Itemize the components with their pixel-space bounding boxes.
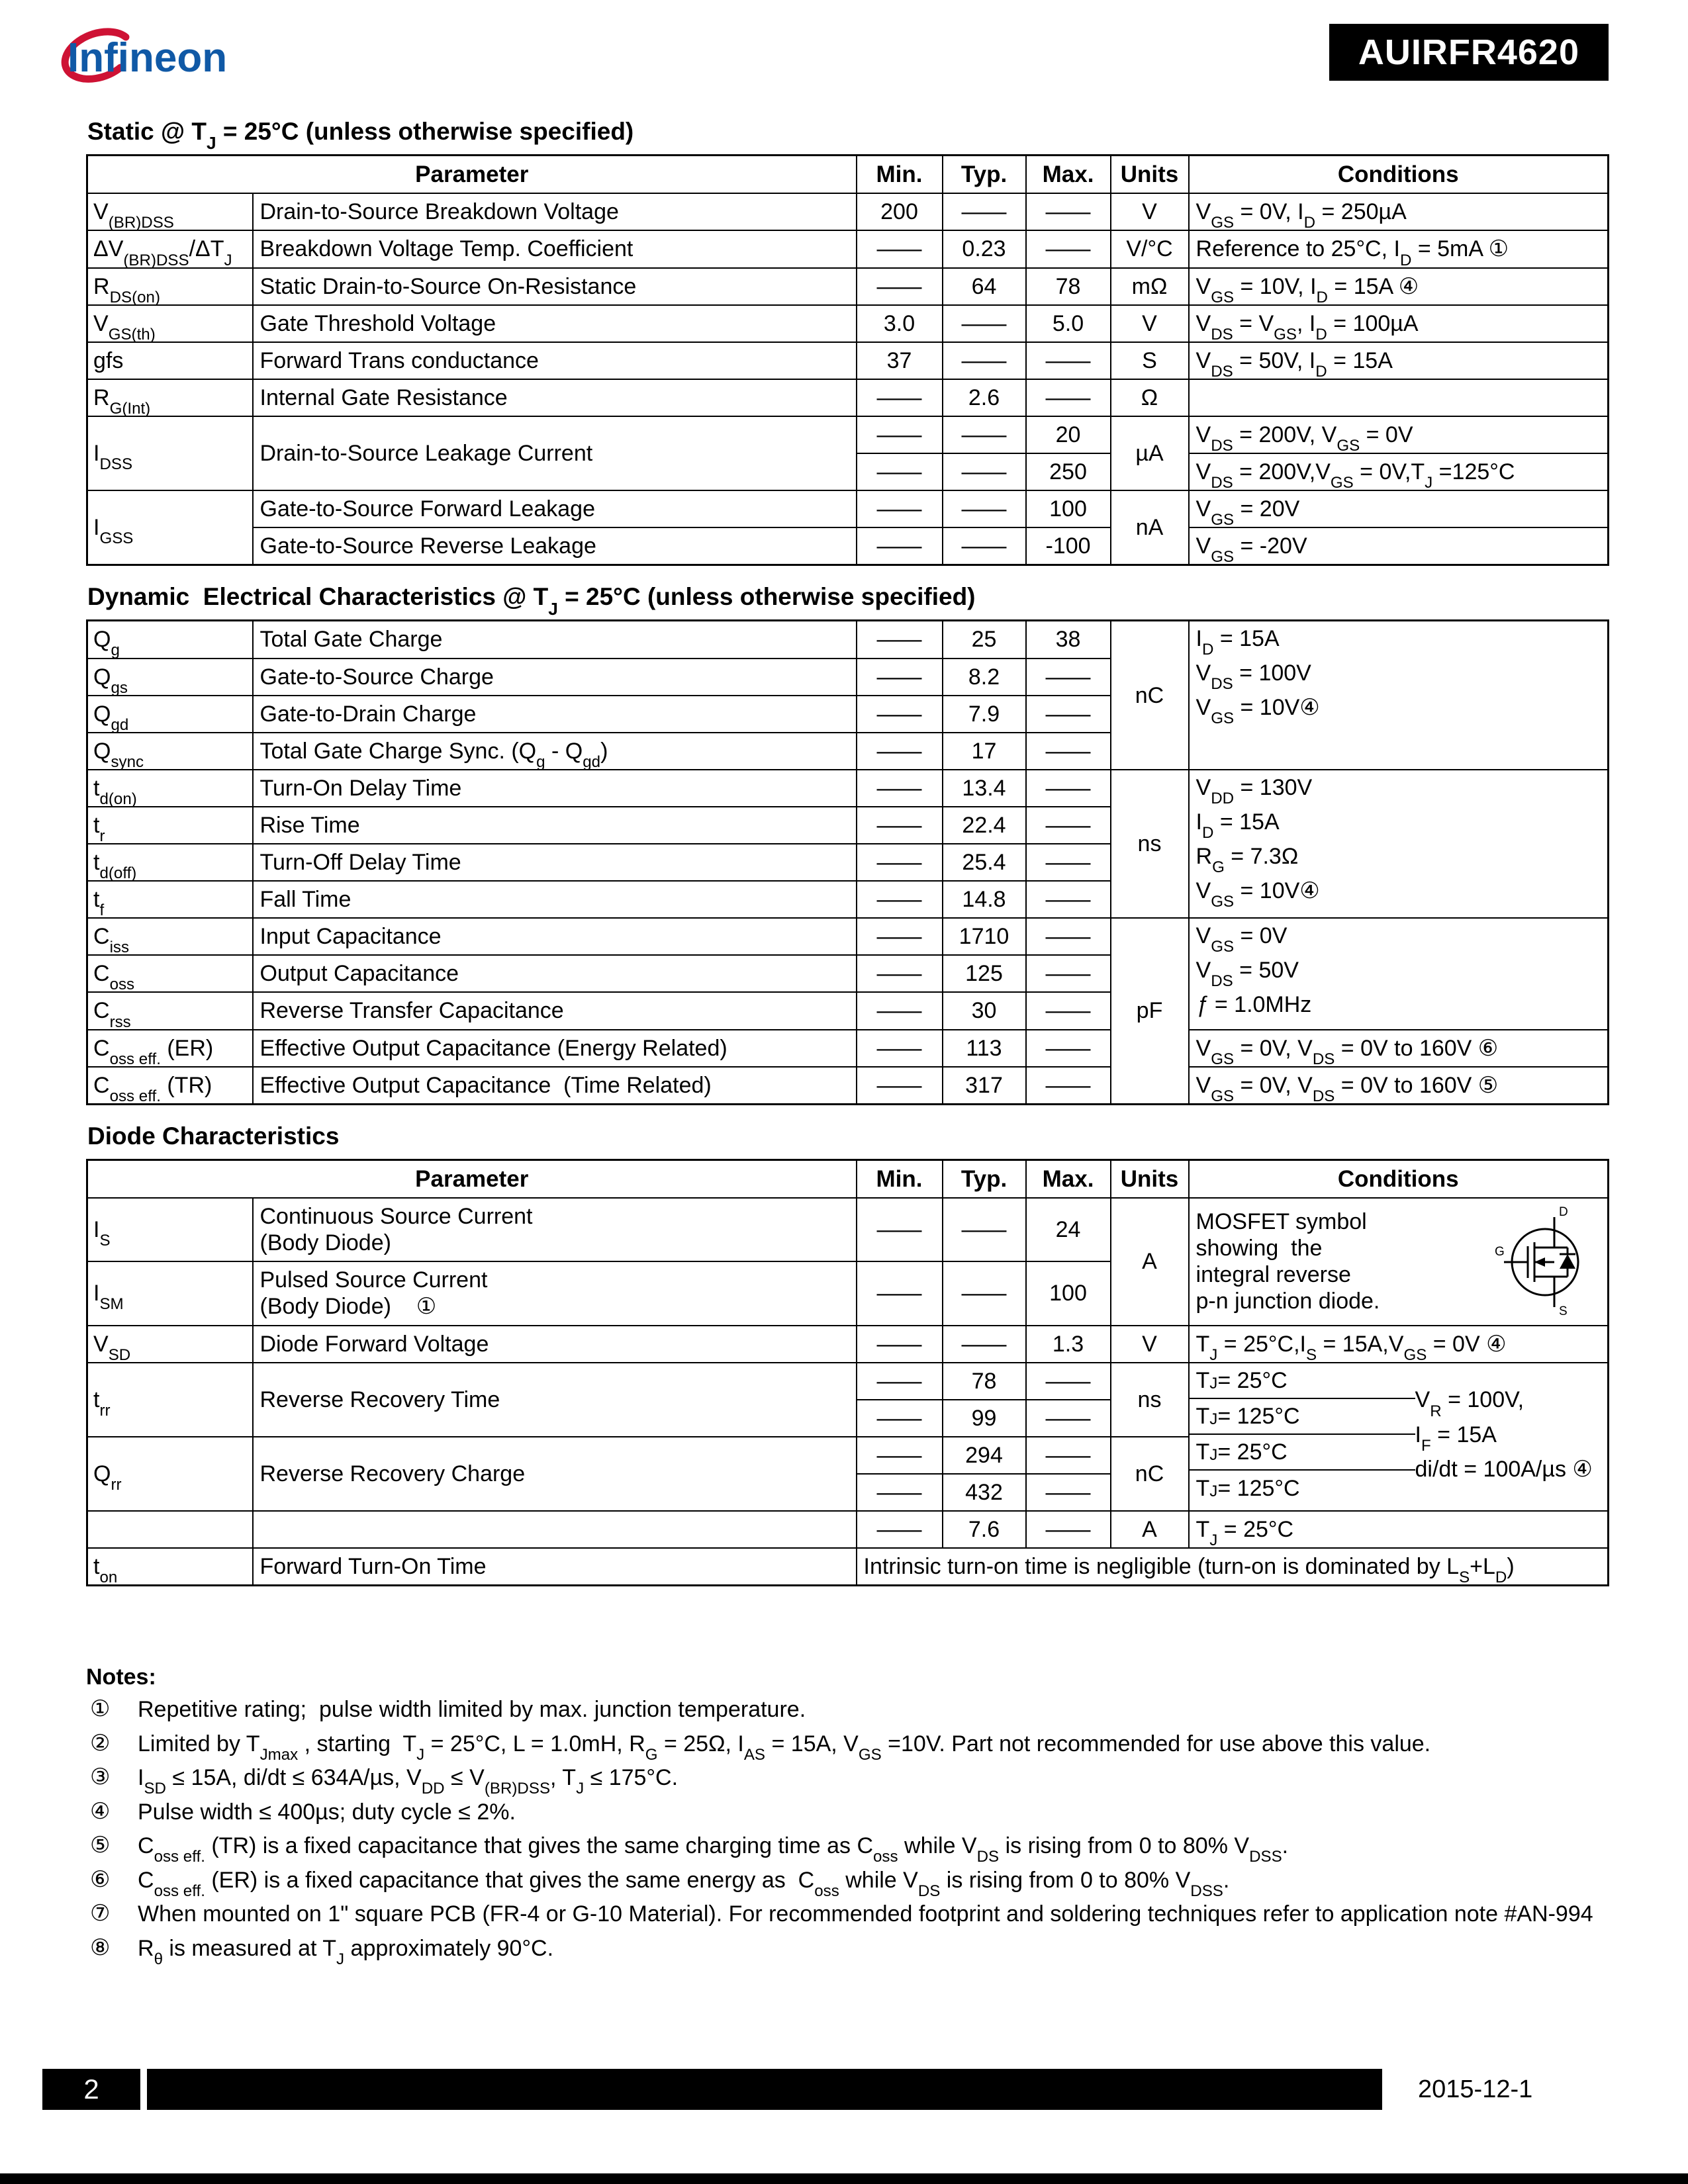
value-cell: —— — [857, 268, 943, 305]
value-cell: 3.0 — [857, 305, 943, 342]
table-row — [87, 342, 1609, 379]
value-cell: 317 — [943, 1067, 1026, 1105]
value-cell: 100 — [1026, 1261, 1111, 1325]
value-cell: —— — [857, 1261, 943, 1325]
value-cell: —— — [943, 193, 1026, 230]
conditions-cell: $V_{GS} = 0V$, $V_{DS} = 0V$ to 160V ⑤ — [1189, 1067, 1609, 1105]
parameter-cell: Total Gate Charge — [253, 621, 857, 659]
parameter-cell: Diode Forward Voltage — [253, 1326, 857, 1363]
value-cell: —— — [943, 527, 1026, 565]
part-number-badge: AUIRFR4620 — [1329, 24, 1609, 81]
value-cell: —— — [1026, 379, 1111, 416]
value-cell: 2.6 — [943, 379, 1026, 416]
value-cell: V — [1111, 1326, 1189, 1363]
symbol-cell: $Q_{rr}$ — [87, 1437, 253, 1511]
value-cell: 1710 — [943, 918, 1026, 955]
parameter-cell: Effective Output Capacitance (Energy Related) — [253, 1030, 857, 1067]
value-cell: 20 — [1026, 416, 1111, 453]
value-cell: —— — [943, 416, 1026, 453]
value-cell: 100 — [1026, 490, 1111, 527]
value-cell: —— — [857, 416, 943, 453]
value-cell: V — [1111, 193, 1189, 230]
note-text: Pulse width ≤ 400µs; duty cycle ≤ 2%. — [138, 1799, 516, 1825]
infineon-logo — [52, 15, 290, 101]
value-cell: —— — [857, 1326, 943, 1363]
symbol-cell: gfs — [87, 342, 253, 379]
parameter-cell: Reverse Recovery Charge — [253, 1437, 857, 1511]
value-cell: 25 — [943, 621, 1026, 659]
section-title-diode: Diode Characteristics — [87, 1122, 340, 1150]
value-cell: —— — [943, 1326, 1026, 1363]
value-cell: 24 — [1026, 1198, 1111, 1261]
parameter-cell: Gate Threshold Voltage — [253, 305, 857, 342]
value-cell: 8.2 — [943, 659, 1026, 696]
conditions-cell: $V_{DS} = 200V$, $V_{GS} = 0V$ — [1189, 416, 1609, 453]
value-cell: 78 — [1026, 268, 1111, 305]
value-cell: —— — [1026, 230, 1111, 267]
conditions-cell: Intrinsic turn-on time is negligible (turn-on is dominated by $L_S+L_D$) — [857, 1548, 1609, 1586]
table-row — [87, 1363, 1609, 1400]
col-header-parameter: Parameter — [87, 156, 857, 194]
value-cell: —— — [857, 230, 943, 267]
parameter-cell: Output Capacitance — [253, 955, 857, 992]
footer-bar — [147, 2069, 1382, 2110]
value-cell: —— — [943, 490, 1026, 527]
value-cell: —— — [1026, 881, 1111, 918]
note-number: ⑥ — [90, 1866, 111, 1892]
note-item — [86, 1798, 1609, 1827]
col-header-parameter: Parameter — [87, 1160, 857, 1198]
table-row — [87, 1198, 1609, 1261]
parameter-cell: Turn-On Delay Time — [253, 770, 857, 807]
table-row — [87, 305, 1609, 342]
conditions-cell: T $_J$ = 25°C T $_J$ = 125°C T $_J$ = 25°C T $_J$ = 125°C $V_R = 100V$, $I_F = 15A$ di/dt = 100A/µs ④ — [1189, 1363, 1609, 1511]
table-row — [87, 918, 1609, 955]
col-header-units: Units — [1111, 156, 1189, 194]
parameter-cell: Gate-to-Source Reverse Leakage — [253, 527, 857, 565]
value-cell: —— — [1026, 1437, 1111, 1474]
value-cell: —— — [1026, 1400, 1111, 1437]
table-row — [87, 1511, 1609, 1548]
value-cell: —— — [1026, 1511, 1111, 1548]
value-cell: 25.4 — [943, 844, 1026, 881]
value-cell: nA — [1111, 490, 1189, 565]
table-row — [87, 1067, 1609, 1105]
parameter-cell: Input Capacitance — [253, 918, 857, 955]
col-header-conditions: Conditions — [1189, 156, 1609, 194]
note-text: $R_\theta$ is measured at $T_J$ approximately 90°C. — [138, 1935, 554, 1969]
parameter-cell: Forward Turn-On Time — [253, 1548, 857, 1586]
parameter-cell: Fall Time — [253, 881, 857, 918]
value-cell: —— — [1026, 992, 1111, 1029]
value-cell: nC — [1111, 621, 1189, 770]
value-cell: —— — [857, 955, 943, 992]
parameter-cell: Static Drain-to-Source On-Resistance — [253, 268, 857, 305]
parameter-cell: Effective Output Capacitance (Time Related) — [253, 1067, 857, 1105]
table-row — [87, 379, 1609, 416]
value-cell: —— — [857, 490, 943, 527]
value-cell: —— — [857, 733, 943, 770]
conditions-cell: $V_{DS} = 200V,V_{GS} = 0V,T_J =125^\circ C$ — [1189, 453, 1609, 490]
value-cell: 78 — [943, 1363, 1026, 1400]
col-header-max: Max. — [1026, 156, 1111, 194]
value-cell: —— — [857, 527, 943, 565]
section-title-static: Static @ $T_J = 25^\circ C$ (unless otherwise specified) — [87, 118, 634, 154]
value-cell: —— — [857, 992, 943, 1029]
symbol-cell: $t_{rr}$ — [87, 1363, 253, 1437]
symbol-cell: $Q_{gs}$ — [87, 659, 253, 696]
table-row — [87, 527, 1609, 565]
value-cell: —— — [1026, 193, 1111, 230]
conditions-cell: $V_{GS} = -20V$ — [1189, 527, 1609, 565]
note-item — [86, 1866, 1609, 1900]
value-cell: 113 — [943, 1030, 1026, 1067]
value-cell: —— — [857, 1030, 943, 1067]
parameter-cell: Rise Time — [253, 807, 857, 844]
svg-text:S: S — [1559, 1304, 1568, 1317]
symbol-cell: $R_{DS(on)}$ — [87, 268, 253, 305]
value-cell: —— — [1026, 659, 1111, 696]
table-row — [87, 416, 1609, 453]
value-cell: —— — [943, 453, 1026, 490]
symbol-cell: $t_{d(on)}$ — [87, 770, 253, 807]
symbol-cell: $V_{(BR)DSS}$ — [87, 193, 253, 230]
parameter-cell — [253, 1511, 857, 1548]
note-item — [86, 1764, 1609, 1798]
conditions-cell: $V_{GS} = 0V$, $I_D = 250\mu A$ — [1189, 193, 1609, 230]
note-item — [86, 1730, 1609, 1764]
bottom-edge-bar — [0, 2173, 1688, 2184]
table-row — [87, 490, 1609, 527]
value-cell: —— — [943, 305, 1026, 342]
parameter-cell: Continuous Source Current (Body Diode) — [253, 1198, 857, 1261]
value-cell: 200 — [857, 193, 943, 230]
value-cell: 250 — [1026, 453, 1111, 490]
value-cell: µA — [1111, 416, 1189, 490]
value-cell: —— — [1026, 770, 1111, 807]
symbol-cell: $V_{GS(th)}$ — [87, 305, 253, 342]
note-number: ⑧ — [90, 1934, 111, 1960]
static-characteristics-table — [86, 154, 1609, 566]
mosfet-symbol-graphic — [1493, 1206, 1599, 1316]
value-cell: 30 — [943, 992, 1026, 1029]
dynamic-characteristics-table — [86, 619, 1609, 1105]
conditions-cell: $V_{GS} = 20V$ — [1189, 490, 1609, 527]
value-cell: —— — [857, 696, 943, 733]
symbol-cell — [87, 1511, 253, 1548]
parameter-cell: Pulsed Source Current (Body Diode) ① — [253, 1261, 857, 1325]
symbol-cell: $C_{oss eff.}$ (ER) — [87, 1030, 253, 1067]
parameter-cell: Gate-to-Drain Charge — [253, 696, 857, 733]
symbol-cell: $V_{SD}$ — [87, 1326, 253, 1363]
value-cell: -100 — [1026, 527, 1111, 565]
value-cell: 13.4 — [943, 770, 1026, 807]
symbol-cell: $t_{d(off)}$ — [87, 844, 253, 881]
conditions-cell — [1189, 379, 1609, 416]
value-cell: 14.8 — [943, 881, 1026, 918]
symbol-cell: $C_{rss}$ — [87, 992, 253, 1029]
parameter-cell: Total Gate Charge Sync. $(Q_g - Q_{gd})$ — [253, 733, 857, 770]
value-cell: —— — [857, 1474, 943, 1511]
value-cell: —— — [1026, 955, 1111, 992]
note-number: ③ — [90, 1764, 111, 1790]
value-cell: —— — [857, 770, 943, 807]
symbol-cell: $\Delta V_{(BR)DSS}/\Delta T_J$ — [87, 230, 253, 267]
value-cell: —— — [1026, 1067, 1111, 1105]
notes-section — [86, 1664, 1609, 1969]
value-cell: pF — [1111, 918, 1189, 1104]
conditions-cell: $V_{DD} = 130V$ $I_D = 15A$ $R_G = 7.3\Omega$ $V_{GS}$ = 10V④ — [1189, 770, 1609, 918]
table-row — [87, 1030, 1609, 1067]
value-cell: —— — [943, 1198, 1026, 1261]
table-row — [87, 770, 1609, 807]
table-header-row — [87, 156, 1609, 194]
value-cell: 22.4 — [943, 807, 1026, 844]
col-header-units: Units — [1111, 1160, 1189, 1198]
value-cell: ns — [1111, 1363, 1189, 1437]
note-text: $C_{oss eff.}$ (TR) is a fixed capacitance that gives the same charging time as $C_{oss}$ while $V_{DS}$ is rising from 0 to 80% $V_{DSS}$. — [138, 1833, 1289, 1866]
value-cell: —— — [857, 881, 943, 918]
value-cell: S — [1111, 342, 1189, 379]
parameter-cell: Reverse Transfer Capacitance — [253, 992, 857, 1029]
value-cell: —— — [857, 659, 943, 696]
value-cell: —— — [1026, 1363, 1111, 1400]
conditions-cell: $T_J = 25^\circ C$ — [1189, 1511, 1609, 1548]
parameter-cell: Drain-to-Source Leakage Current — [253, 416, 857, 490]
note-number: ② — [90, 1730, 111, 1756]
symbol-cell: $C_{oss eff.}$ (TR) — [87, 1067, 253, 1105]
conditions-cell: $V_{GS} = 0V$, $V_{DS} = 0V$ to 160V ⑥ — [1189, 1030, 1609, 1067]
col-header-typ: Typ. — [943, 156, 1026, 194]
svg-text:G: G — [1495, 1245, 1505, 1259]
parameter-cell: Breakdown Voltage Temp. Coefficient — [253, 230, 857, 267]
diode-characteristics-table — [86, 1159, 1609, 1587]
note-number: ⑦ — [90, 1901, 111, 1927]
svg-text:D: D — [1559, 1206, 1568, 1220]
value-cell: —— — [857, 1067, 943, 1105]
conditions-cell: $V_{DS} = V_{GS}$, $I_D = 100\mu A$ — [1189, 305, 1609, 342]
col-header-typ: Typ. — [943, 1160, 1026, 1198]
symbol-cell: $I_{GSS}$ — [87, 490, 253, 565]
value-cell: 38 — [1026, 621, 1111, 659]
value-cell: 7.6 — [943, 1511, 1026, 1548]
value-cell: —— — [857, 453, 943, 490]
col-header-max: Max. — [1026, 1160, 1111, 1198]
value-cell: 1.3 — [1026, 1326, 1111, 1363]
value-cell: 7.9 — [943, 696, 1026, 733]
note-text: Limited by $T_{Jmax}$ , starting $T_J = 25^\circ C$, L = 1.0mH, $R_G = 25\Omega$, $I_{AS} = 15A$, $V_{GS} =10V$. Part not recommended for use above this value. — [138, 1731, 1431, 1764]
conditions-cell: $V_{GS} = 10V$, $I_D = 15A$ ④ — [1189, 268, 1609, 305]
parameter-cell: Turn-Off Delay Time — [253, 844, 857, 881]
value-cell: —— — [1026, 696, 1111, 733]
conditions-cell: $T_J = 25^\circ C,I_S = 15A,V_{GS} = 0V$ ④ — [1189, 1326, 1609, 1363]
symbol-cell: $I_S$ — [87, 1198, 253, 1261]
table-row — [87, 193, 1609, 230]
page-number: 2 — [42, 2069, 140, 2110]
col-header-min: Min. — [857, 1160, 943, 1198]
value-cell: 432 — [943, 1474, 1026, 1511]
note-item — [86, 1900, 1609, 1929]
symbol-cell: $Q_g$ — [87, 621, 253, 659]
symbol-cell: $R_{G(Int)}$ — [87, 379, 253, 416]
parameter-cell: Reverse Recovery Time — [253, 1363, 857, 1437]
value-cell: —— — [857, 1437, 943, 1474]
parameter-cell: Gate-to-Source Forward Leakage — [253, 490, 857, 527]
conditions-cell: $I_D = 15A$ $V_{DS} = 100V$ $V_{GS}$ = 10V④ — [1189, 621, 1609, 770]
note-number: ① — [90, 1696, 111, 1722]
parameter-cell: Forward Trans conductance — [253, 342, 857, 379]
note-number: ⑤ — [90, 1833, 111, 1858]
value-cell: —— — [857, 807, 943, 844]
note-number: ④ — [90, 1798, 111, 1824]
value-cell: —— — [857, 621, 943, 659]
symbol-cell: $Q_{sync}$ — [87, 733, 253, 770]
note-text: $C_{oss eff.}$ (ER) is a fixed capacitance that gives the same energy as $C_{oss}$ while $V_{DS}$ is rising from 0 to 80% $V_{DSS}$. — [138, 1867, 1230, 1900]
value-cell: —— — [1026, 733, 1111, 770]
symbol-cell: $Q_{gd}$ — [87, 696, 253, 733]
symbol-cell: $C_{iss}$ — [87, 918, 253, 955]
value-cell: —— — [943, 1261, 1026, 1325]
value-cell: V — [1111, 305, 1189, 342]
value-cell: —— — [857, 379, 943, 416]
conditions-cell: MOSFET symbol showing the integral reverse p-n junction diode. D G S — [1189, 1198, 1609, 1325]
notes-title: Notes: — [86, 1664, 156, 1690]
value-cell: ns — [1111, 770, 1189, 918]
symbol-cell: $t_{on}$ — [87, 1548, 253, 1586]
parameter-cell: Drain-to-Source Breakdown Voltage — [253, 193, 857, 230]
value-cell: —— — [857, 1511, 943, 1548]
symbol-cell: $t_f$ — [87, 881, 253, 918]
page-footer — [42, 2069, 1610, 2110]
note-text: $I_{SD} \le 15A$, di/dt ≤ 634A/µs, $V_{DD} \le V_{(BR)DSS}$, $T_J \le 175^\circ C$. — [138, 1765, 679, 1798]
table-row — [87, 1548, 1609, 1586]
value-cell: —— — [1026, 918, 1111, 955]
value-cell: mΩ — [1111, 268, 1189, 305]
footer-date: 2015-12-1 — [1418, 2075, 1533, 2103]
symbol-cell: $t_r$ — [87, 807, 253, 844]
value-cell: 99 — [943, 1400, 1026, 1437]
table-row — [87, 268, 1609, 305]
symbol-cell: $C_{oss}$ — [87, 955, 253, 992]
table-row — [87, 621, 1609, 659]
section-title-dynamic: Dynamic Electrical Characteristics @ $T_J = 25^\circ C$ (unless otherwise specified) — [87, 583, 976, 619]
conditions-cell: $V_{DS} = 50V$, $I_D = 15A$ — [1189, 342, 1609, 379]
col-header-min: Min. — [857, 156, 943, 194]
table-row — [87, 230, 1609, 267]
conditions-cell: $V_{GS} = 0V$ $V_{DS} = 50V$ ƒ = 1.0MHz — [1189, 918, 1609, 1029]
table-header-row — [87, 1160, 1609, 1198]
value-cell: A — [1111, 1198, 1189, 1325]
value-cell: —— — [1026, 844, 1111, 881]
value-cell: —— — [1026, 1474, 1111, 1511]
value-cell: —— — [1026, 1030, 1111, 1067]
value-cell: nC — [1111, 1437, 1189, 1511]
parameter-cell: Gate-to-Source Charge — [253, 659, 857, 696]
parameter-cell: Internal Gate Resistance — [253, 379, 857, 416]
note-item — [86, 1832, 1609, 1866]
value-cell: —— — [857, 1363, 943, 1400]
value-cell: —— — [943, 342, 1026, 379]
value-cell: —— — [857, 918, 943, 955]
logo-text: Infineon — [68, 35, 228, 81]
value-cell: —— — [857, 1198, 943, 1261]
value-cell: 5.0 — [1026, 305, 1111, 342]
value-cell: —— — [1026, 342, 1111, 379]
value-cell: V/°C — [1111, 230, 1189, 267]
notes-list — [86, 1696, 1609, 1969]
value-cell: —— — [857, 844, 943, 881]
note-text: When mounted on 1" square PCB (FR-4 or G-10 Material). For recommended footprint and soldering techniques refer to application note #AN-994 — [138, 1901, 1593, 1927]
value-cell: 17 — [943, 733, 1026, 770]
value-cell: 0.23 — [943, 230, 1026, 267]
page-header — [68, 0, 1609, 101]
conditions-cell: Reference to 25°C, $I_D = 5mA$ ① — [1189, 230, 1609, 267]
symbol-cell: $I_{SM}$ — [87, 1261, 253, 1325]
value-cell: 294 — [943, 1437, 1026, 1474]
symbol-cell: $I_{DSS}$ — [87, 416, 253, 490]
note-text: Repetitive rating; pulse width limited by max. junction temperature. — [138, 1697, 806, 1723]
value-cell: —— — [857, 1400, 943, 1437]
table-row — [87, 1326, 1609, 1363]
note-item — [86, 1696, 1609, 1725]
value-cell: —— — [1026, 807, 1111, 844]
value-cell: A — [1111, 1511, 1189, 1548]
value-cell: 64 — [943, 268, 1026, 305]
value-cell: Ω — [1111, 379, 1189, 416]
value-cell: 37 — [857, 342, 943, 379]
value-cell: 125 — [943, 955, 1026, 992]
col-header-conditions: Conditions — [1189, 1160, 1609, 1198]
note-item — [86, 1934, 1609, 1969]
